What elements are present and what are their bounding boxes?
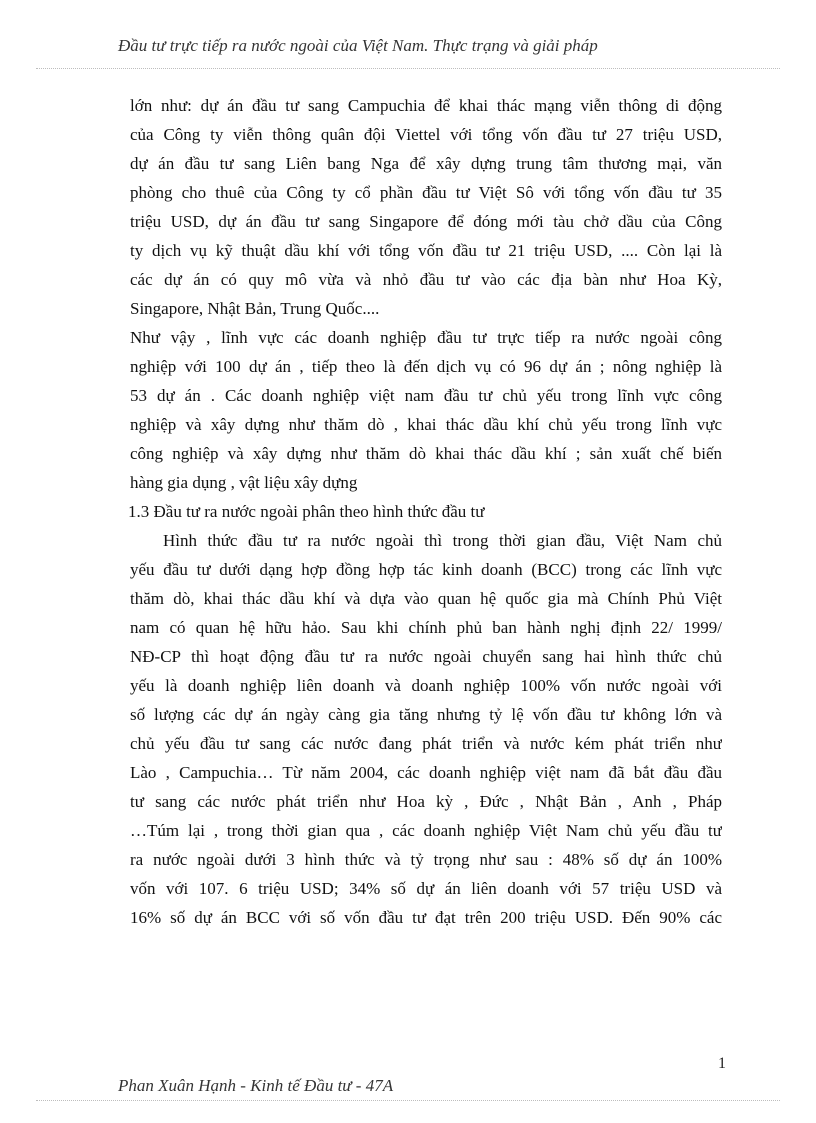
text-line: Hình thức đầu tư ra nước ngoài thì trong thời gian đầu, Việt Nam chủ xyxy=(163,531,722,550)
section-heading: 1.3 Đầu tư ra nước ngoài phân theo hình thức đầu tư xyxy=(128,502,485,521)
text-line: Singapore, Nhật Bản, Trung Quốc.... xyxy=(130,299,380,318)
text-line: yếu là doanh nghiệp liên doanh và doanh nghiệp 100% vốn nước ngoài với xyxy=(130,676,722,695)
text-line: triệu USD, dự án đầu tư sang Singapore để đóng mới tàu chở dầu của Công xyxy=(130,212,722,231)
page-number: 1 xyxy=(718,1055,726,1072)
page-body xyxy=(130,91,722,932)
text-line: Như vậy , lĩnh vực các doanh nghiệp đầu tư trực tiếp ra nước ngoài công xyxy=(130,328,722,347)
text-line: chủ yếu đầu tư sang các nước đang phát triển và nước kém phát triển như xyxy=(130,734,722,753)
text-line: Lào , Campuchia… Từ năm 2004, các doanh nghiệp việt nam đã bắt đầu đầu xyxy=(130,763,722,782)
footer-divider xyxy=(36,1100,780,1101)
text-line: dự án đầu tư sang Liên bang Nga để xây dựng trung tâm thương mại, văn xyxy=(130,154,722,173)
text-line: nghiệp và xây dựng như thăm dò , khai thác dầu khí chủ yếu trong lĩnh vực xyxy=(130,415,722,434)
text-line: lớn như: dự án đầu tư sang Campuchia để khai thác mạng viễn thông di động xyxy=(130,96,722,115)
text-line: của Công ty viễn thông quân đội Viettel với tổng vốn đầu tư 27 triệu USD, xyxy=(130,125,722,144)
text-line: vốn với 107. 6 triệu USD; 34% số dự án liên doanh với 57 triệu USD và xyxy=(130,879,722,898)
text-line: 16% số dự án BCC với số vốn đầu tư đạt trên 200 triệu USD. Đến 90% các xyxy=(130,908,722,927)
text-line: nghiệp với 100 dự án , tiếp theo là đến dịch vụ có 96 dự án ; nông nghiệp là xyxy=(130,357,722,376)
text-line: hàng gia dụng , vật liệu xây dựng xyxy=(130,473,358,492)
text-line: …Túm lại , trong thời gian qua , các doanh nghiệp Việt Nam chủ yếu đầu tư xyxy=(130,821,722,840)
paragraph xyxy=(130,91,722,323)
text-line: tư sang các nước phát triển như Hoa kỳ , Đức , Nhật Bản , Anh , Pháp xyxy=(130,792,722,811)
text-line: ra nước ngoài dưới 3 hình thức và tỷ trọng như sau : 48% số dự án 100% xyxy=(130,850,722,869)
text-line: thăm dò, khai thác dầu khí và dựa vào quan hệ quốc gia mà Chính Phủ Việt xyxy=(130,589,722,608)
paragraph xyxy=(130,323,722,497)
text-line: yếu đầu tư dưới dạng hợp đồng hợp tác kinh doanh (BCC) trong các lĩnh vực xyxy=(130,560,722,579)
text-line: số lượng các dự án ngày càng gia tăng nhưng tỷ lệ vốn đầu tư không lớn và xyxy=(130,705,722,724)
paragraph xyxy=(130,526,722,932)
text-line: phòng cho thuê của Công ty cổ phần đầu tư Việt Sô với tổng vốn đầu tư 35 xyxy=(130,183,722,202)
text-line: 53 dự án . Các doanh nghiệp việt nam đầu tư chủ yếu trong lĩnh vực công xyxy=(130,386,722,405)
text-line: ty dịch vụ kỹ thuật dầu khí với tổng vốn đầu tư 21 triệu USD, .... Còn lại là xyxy=(130,241,722,260)
text-line: các dự án có quy mô vừa và nhỏ đầu tư vào các địa bàn như Hoa Kỳ, xyxy=(130,270,722,289)
header-divider xyxy=(36,68,780,69)
text-line: nam có quan hệ hữu hảo. Sau khi chính phủ ban hành nghị định 22/ 1999/ xyxy=(130,618,722,637)
text-line: công nghiệp và xây dựng như thăm dò khai thác dầu khí ; sản xuất chế biến xyxy=(130,444,722,463)
running-header: Đầu tư trực tiếp ra nước ngoài của Việt Nam. Thực trạng và giải pháp xyxy=(118,36,598,55)
text-line: NĐ-CP thì hoạt động đầu tư ra nước ngoài chuyển sang hai hình thức chủ xyxy=(130,647,722,666)
running-footer: Phan Xuân Hạnh - Kinh tế Đầu tư - 47A xyxy=(118,1076,394,1095)
